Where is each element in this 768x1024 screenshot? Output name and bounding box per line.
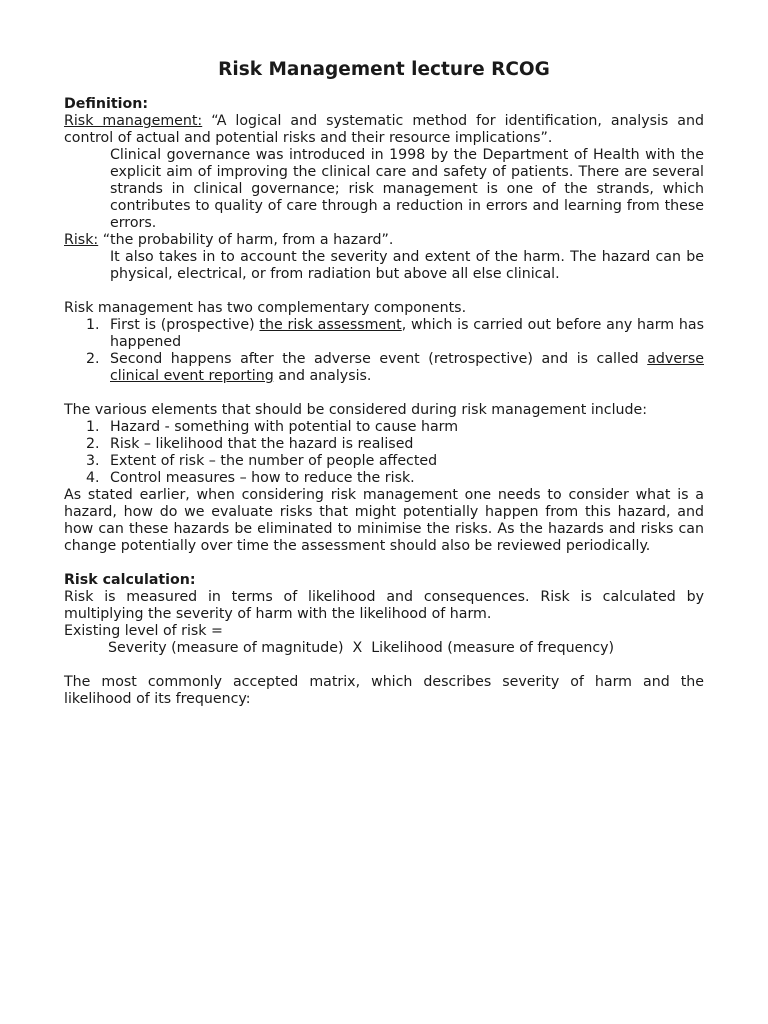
components-intro: Risk management has two complementary components. — [64, 300, 467, 316]
existing-risk-label: Existing level of risk = — [64, 623, 223, 639]
list-item-text: Control measures – how to reduce the risk. — [110, 470, 415, 486]
risk-definition — [64, 232, 704, 249]
list-number: 3. — [86, 453, 100, 469]
list-item — [64, 317, 704, 351]
components-list — [64, 317, 704, 385]
elements-intro: The various elements that should be considered during risk management include: — [64, 402, 648, 418]
list-number: 2. — [86, 436, 100, 452]
list-item-text: First is (prospective) — [110, 317, 260, 333]
spacer — [64, 283, 704, 300]
calculation-text: Risk is measured in terms of likelihood and consequences. Risk is calculated by multiplying the severity of harm with the likelihood of harm. — [64, 589, 704, 622]
definition-section — [64, 96, 704, 283]
risk-management-term: Risk management: — [64, 113, 203, 129]
list-item — [64, 436, 704, 453]
components-section — [64, 300, 704, 385]
list-item-text: and analysis. — [273, 368, 372, 384]
spacer — [64, 385, 704, 402]
calculation-section — [64, 572, 704, 708]
list-item — [64, 351, 704, 385]
list-item — [64, 470, 704, 487]
risk-assessment-term: the risk assessment — [259, 317, 402, 333]
list-number: 2. — [86, 351, 100, 367]
matrix-intro: The most commonly accepted matrix, which describes severity of harm and the likelihood of its frequency: — [64, 674, 704, 707]
list-number: 1. — [86, 419, 100, 435]
list-item — [64, 453, 704, 470]
risk-management-text: “A logical and systematic method for identification, analysis and control of actual and potential risks and their resource implications”. — [64, 113, 704, 146]
risk-extent-paragraph: It also takes in to account the severity and extent of the harm. The hazard can be physical, electrical, or from radiation but above all else clinical. — [110, 249, 704, 282]
list-number: 1. — [86, 317, 100, 333]
risk-formula: Severity (measure of magnitude) X Likelihood (measure of frequency) — [108, 640, 615, 656]
adverse-event-reporting-term: adverse clinical event reporting — [110, 351, 704, 384]
list-item-text: Extent of risk – the number of people affected — [110, 453, 438, 469]
risk-term: Risk: — [64, 232, 99, 248]
list-item-text: Second happens after the adverse event (retrospective) and is called — [110, 351, 648, 367]
list-item-text: Hazard - something with potential to cause harm — [110, 419, 459, 435]
elements-section — [64, 402, 704, 555]
list-item — [64, 419, 704, 436]
spacer — [64, 657, 704, 674]
risk-management-definition — [64, 113, 704, 147]
list-item-text: Risk – likelihood that the hazard is realised — [110, 436, 414, 452]
elements-list — [64, 419, 704, 487]
spacer — [64, 555, 704, 572]
document-title: Risk Management lecture RCOG — [218, 59, 550, 80]
list-number: 4. — [86, 470, 100, 486]
risk-text: “the probability of harm, from a hazard”. — [98, 232, 394, 248]
clinical-governance-paragraph: Clinical governance was introduced in 1998 by the Department of Health with the explicit aim of improving the clinical care and safety of patients. There are several strands in clinical governance; risk management is one of the strands, which contributes to quality of care through a reduction in errors and learning from these errors. — [110, 147, 704, 231]
list-item-text: , which is carried out before any harm has happened — [110, 317, 704, 350]
elements-summary: As stated earlier, when considering risk management one needs to consider what is a hazard, how do we evaluate risks that might potentially happen from this hazard, and how can these hazards be eliminated to minimise the risks. As the hazards and risks can change potentially over time the assessment should also be reviewed periodically. — [64, 487, 704, 554]
definition-heading: Definition: — [64, 96, 149, 112]
calculation-heading: Risk calculation: — [64, 572, 196, 588]
